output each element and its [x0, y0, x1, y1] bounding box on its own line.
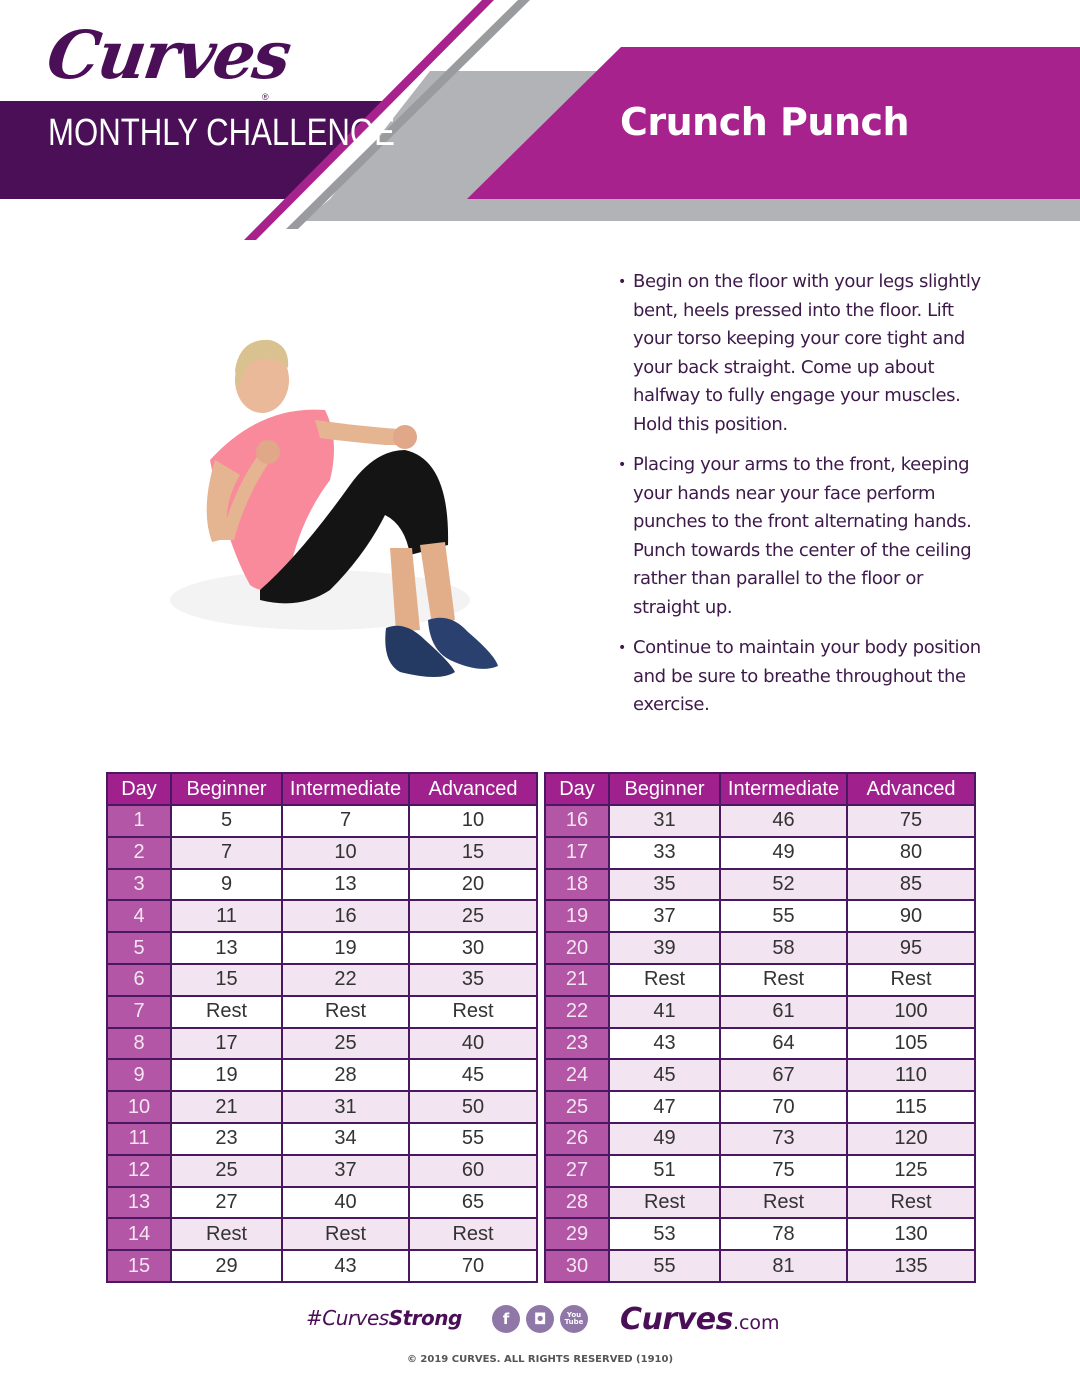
day-cell: 7: [107, 996, 171, 1028]
table-row: [545, 1155, 975, 1187]
beginner-cell: 55: [609, 1250, 720, 1282]
table-row: [545, 1123, 975, 1155]
advanced-cell: 60: [409, 1155, 537, 1187]
table-row: [107, 1091, 537, 1123]
beginner-cell: 5: [171, 805, 282, 837]
beginner-cell: 49: [609, 1123, 720, 1155]
beginner-cell: 13: [171, 932, 282, 964]
intermediate-cell: 16: [282, 900, 409, 932]
beginner-cell: 39: [609, 932, 720, 964]
intermediate-cell: 61: [720, 996, 847, 1028]
beginner-cell: 35: [609, 869, 720, 901]
beginner-cell: 23: [171, 1123, 282, 1155]
hashtag-bold: Strong: [388, 1306, 462, 1330]
advanced-cell: 45: [409, 1059, 537, 1091]
table-row: [545, 1091, 975, 1123]
day-cell: 6: [107, 964, 171, 996]
day-cell: 11: [107, 1123, 171, 1155]
intermediate-cell: 13: [282, 869, 409, 901]
schedule-table-days-1-15: [106, 772, 538, 1283]
woman-crunch-punch-illustration: [150, 310, 530, 710]
advanced-cell: 35: [409, 964, 537, 996]
intermediate-cell: 78: [720, 1218, 847, 1250]
intermediate-cell: 73: [720, 1123, 847, 1155]
table-row: [545, 1250, 975, 1282]
table-row: [107, 1187, 537, 1219]
intermediate-cell: 37: [282, 1155, 409, 1187]
day-cell: 3: [107, 869, 171, 901]
header-day: Day: [545, 773, 609, 805]
beginner-cell: 9: [171, 869, 282, 901]
header-day: Day: [107, 773, 171, 805]
header-intermediate: Intermediate: [282, 773, 409, 805]
exercise-photo: [150, 310, 530, 710]
intermediate-cell: 25: [282, 1028, 409, 1060]
beginner-cell: 45: [609, 1059, 720, 1091]
table-row: [107, 1250, 537, 1282]
intermediate-cell: 43: [282, 1250, 409, 1282]
bullet-icon: •: [618, 640, 626, 656]
page-title: Crunch Punch: [620, 100, 910, 144]
table-row: [545, 932, 975, 964]
beginner-cell: 19: [171, 1059, 282, 1091]
beginner-cell: 31: [609, 805, 720, 837]
bullet-icon: •: [618, 274, 626, 290]
table-row: [107, 1155, 537, 1187]
beginner-cell: 17: [171, 1028, 282, 1060]
advanced-cell: 20: [409, 869, 537, 901]
table-row: [107, 805, 537, 837]
advanced-cell: 95: [847, 932, 975, 964]
day-cell: 2: [107, 837, 171, 869]
day-cell: 25: [545, 1091, 609, 1123]
table-row: [107, 996, 537, 1028]
intermediate-cell: 28: [282, 1059, 409, 1091]
social-links: [492, 1305, 588, 1333]
beginner-cell: 43: [609, 1028, 720, 1060]
intermediate-cell: 67: [720, 1059, 847, 1091]
instruction-text: Begin on the floor with your legs slightly bent, heels pressed into the floor. Lift your torso keeping your core tight and your back straight. Come up about halfway to fully engage your muscles. Hold this position.: [633, 271, 981, 435]
instruction-item: [618, 268, 988, 439]
advanced-cell: 115: [847, 1091, 975, 1123]
table-row: [545, 964, 975, 996]
table-header-row: [107, 773, 537, 805]
day-cell: 16: [545, 805, 609, 837]
intermediate-cell: 75: [720, 1155, 847, 1187]
site-domain: .com: [732, 1312, 780, 1334]
day-cell: 9: [107, 1059, 171, 1091]
advanced-cell: 50: [409, 1091, 537, 1123]
table-body: [545, 805, 975, 1282]
hashtag-prefix: #Curves: [306, 1306, 389, 1330]
beginner-cell: 51: [609, 1155, 720, 1187]
instruction-item: [618, 451, 988, 622]
advanced-cell: 25: [409, 900, 537, 932]
instruction-item: [618, 634, 988, 720]
day-cell: 15: [107, 1250, 171, 1282]
advanced-cell: 15: [409, 837, 537, 869]
site-brand: Curves: [620, 1302, 733, 1337]
table-row: [107, 1059, 537, 1091]
day-cell: 27: [545, 1155, 609, 1187]
day-cell: 14: [107, 1218, 171, 1250]
table-row: [107, 900, 537, 932]
beginner-cell: 29: [171, 1250, 282, 1282]
day-cell: 22: [545, 996, 609, 1028]
advanced-cell: 30: [409, 932, 537, 964]
copyright-notice: © 2019 CURVES. ALL RIGHTS RESERVED (1910): [406, 1354, 674, 1365]
table-row: [545, 900, 975, 932]
table-row: [545, 1218, 975, 1250]
table-row: [107, 1123, 537, 1155]
day-cell: 24: [545, 1059, 609, 1091]
table-row: [545, 805, 975, 837]
intermediate-cell: 19: [282, 932, 409, 964]
intermediate-cell: 34: [282, 1123, 409, 1155]
table-row: [545, 1059, 975, 1091]
beginner-cell: Rest: [171, 996, 282, 1028]
table-row: [107, 932, 537, 964]
day-cell: 17: [545, 837, 609, 869]
intermediate-cell: 81: [720, 1250, 847, 1282]
beginner-cell: Rest: [609, 1187, 720, 1219]
advanced-cell: 105: [847, 1028, 975, 1060]
day-cell: 19: [545, 900, 609, 932]
advanced-cell: Rest: [409, 996, 537, 1028]
day-cell: 4: [107, 900, 171, 932]
advanced-cell: 135: [847, 1250, 975, 1282]
beginner-cell: 21: [171, 1091, 282, 1123]
hashtag: [306, 1306, 462, 1330]
advanced-cell: 100: [847, 996, 975, 1028]
day-cell: 26: [545, 1123, 609, 1155]
beginner-cell: 53: [609, 1218, 720, 1250]
day-cell: 8: [107, 1028, 171, 1060]
advanced-cell: 85: [847, 869, 975, 901]
advanced-cell: Rest: [847, 1187, 975, 1219]
advanced-cell: 40: [409, 1028, 537, 1060]
day-cell: 1: [107, 805, 171, 837]
instruction-text: Continue to maintain your body position and be sure to breathe throughout the exercise.: [633, 637, 981, 715]
header-advanced: Advanced: [409, 773, 537, 805]
intermediate-cell: 58: [720, 932, 847, 964]
intermediate-cell: 7: [282, 805, 409, 837]
beginner-cell: 11: [171, 900, 282, 932]
advanced-cell: 90: [847, 900, 975, 932]
beginner-cell: 33: [609, 837, 720, 869]
table-row: [545, 837, 975, 869]
advanced-cell: 70: [409, 1250, 537, 1282]
youtube-icon[interactable]: You Tube: [560, 1305, 588, 1333]
table-body: [107, 805, 537, 1282]
instagram-icon[interactable]: ◘: [526, 1305, 554, 1333]
advanced-cell: 120: [847, 1123, 975, 1155]
advanced-cell: 75: [847, 805, 975, 837]
table-row: [107, 837, 537, 869]
day-cell: 5: [107, 932, 171, 964]
schedule-table-days-16-30: [544, 772, 976, 1283]
beginner-cell: 27: [171, 1187, 282, 1219]
intermediate-cell: 10: [282, 837, 409, 869]
exercise-instructions: [618, 268, 988, 732]
table-row: [545, 996, 975, 1028]
advanced-cell: 55: [409, 1123, 537, 1155]
day-cell: 20: [545, 932, 609, 964]
table-row: [545, 1187, 975, 1219]
advanced-cell: 125: [847, 1155, 975, 1187]
header-beginner: Beginner: [609, 773, 720, 805]
intermediate-cell: 46: [720, 805, 847, 837]
beginner-cell: 47: [609, 1091, 720, 1123]
header-advanced: Advanced: [847, 773, 975, 805]
intermediate-cell: Rest: [720, 1187, 847, 1219]
table-row: [107, 1028, 537, 1060]
day-cell: 13: [107, 1187, 171, 1219]
intermediate-cell: 52: [720, 869, 847, 901]
intermediate-cell: 70: [720, 1091, 847, 1123]
intermediate-cell: 55: [720, 900, 847, 932]
beginner-cell: 37: [609, 900, 720, 932]
intermediate-cell: 22: [282, 964, 409, 996]
intermediate-cell: Rest: [282, 996, 409, 1028]
advanced-cell: 65: [409, 1187, 537, 1219]
facebook-icon[interactable]: f: [492, 1305, 520, 1333]
advanced-cell: 130: [847, 1218, 975, 1250]
intermediate-cell: 64: [720, 1028, 847, 1060]
advanced-cell: 80: [847, 837, 975, 869]
day-cell: 23: [545, 1028, 609, 1060]
table-row: [107, 964, 537, 996]
curves-logo: Curves: [42, 16, 295, 94]
intermediate-cell: 49: [720, 837, 847, 869]
advanced-cell: 110: [847, 1059, 975, 1091]
beginner-cell: Rest: [609, 964, 720, 996]
website-link[interactable]: [620, 1302, 780, 1337]
beginner-cell: Rest: [171, 1218, 282, 1250]
advanced-cell: 10: [409, 805, 537, 837]
beginner-cell: 7: [171, 837, 282, 869]
table-row: [107, 1218, 537, 1250]
beginner-cell: 25: [171, 1155, 282, 1187]
table-row: [545, 869, 975, 901]
intermediate-cell: 31: [282, 1091, 409, 1123]
monthly-challenge-label: MONTHLY CHALLENGE: [48, 112, 395, 154]
beginner-cell: 15: [171, 964, 282, 996]
day-cell: 18: [545, 869, 609, 901]
day-cell: 21: [545, 964, 609, 996]
instruction-text: Placing your arms to the front, keeping your hands near your face perform punches to the front alternating hands. Punch towards the center of the ceiling rather than parallel to the floor or straight up.: [633, 454, 972, 618]
header-beginner: Beginner: [171, 773, 282, 805]
intermediate-cell: Rest: [720, 964, 847, 996]
table-row: [107, 869, 537, 901]
advanced-cell: Rest: [847, 964, 975, 996]
table-row: [545, 1028, 975, 1060]
intermediate-cell: Rest: [282, 1218, 409, 1250]
day-cell: 29: [545, 1218, 609, 1250]
registered-mark: ®: [262, 92, 269, 102]
day-cell: 10: [107, 1091, 171, 1123]
header-intermediate: Intermediate: [720, 773, 847, 805]
day-cell: 12: [107, 1155, 171, 1187]
day-cell: 30: [545, 1250, 609, 1282]
table-header-row: [545, 773, 975, 805]
beginner-cell: 41: [609, 996, 720, 1028]
advanced-cell: Rest: [409, 1218, 537, 1250]
header-banner: [0, 0, 1080, 245]
bullet-icon: •: [618, 457, 626, 473]
day-cell: 28: [545, 1187, 609, 1219]
intermediate-cell: 40: [282, 1187, 409, 1219]
